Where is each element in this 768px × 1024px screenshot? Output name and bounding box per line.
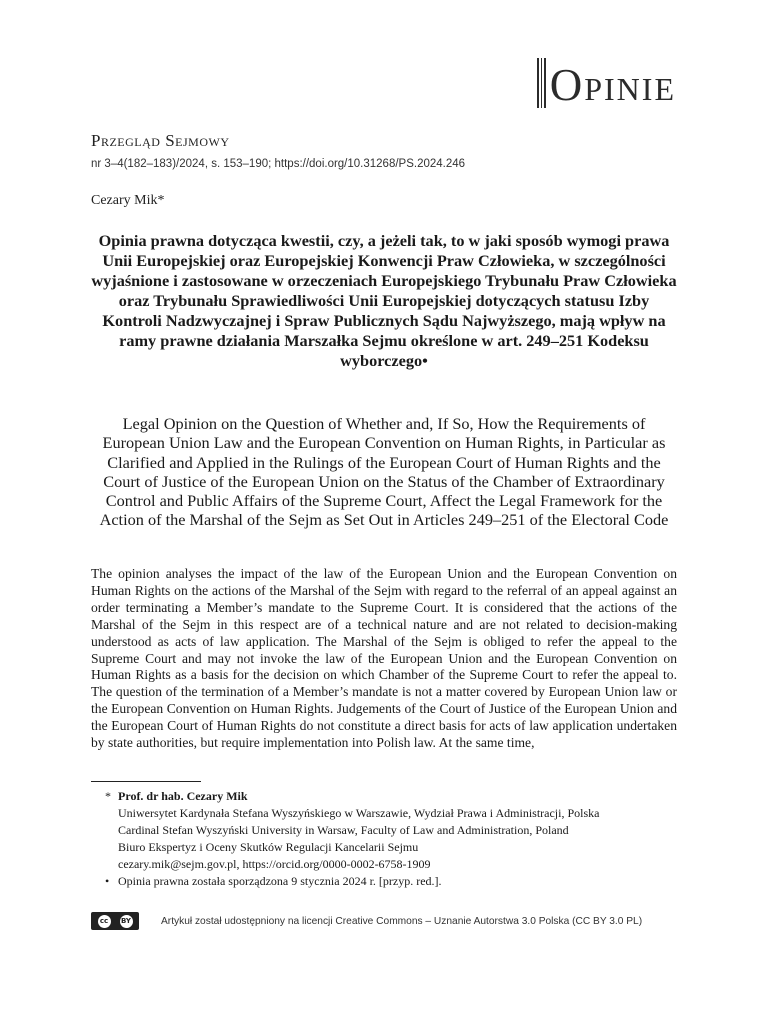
abstract-paragraph: The opinion analyses the impact of the law of the European Union and the European Convention on Human Rights on the actions of the Marshal of the Sejm with regard to the referral of an appeal against an order terminating a Member’s mandate to the Supreme Court. It is considered that the actions of the Marshal of the Sejm in this respect are of a technical nature and are not related to decision-making understood as acts of law application. The Marshal of the Sejm is obliged to refer the appeal to the Supreme Court and may not invoke the law of the European Union and the European Convention on Human Rights as a basis for the decision on which Chamber of the Supreme Court to refer the appeal to. The question of the termination of a Member’s mandate is not a matter covered by European Union law or the European Convention on Human Rights. Judgements of the Court of Justice of the European Union and the European Court of Human Rights do not constitute a direct basis for acts of law application undertaken by state authorities, but require implementation into Polish law. At the same time, [91, 566, 677, 751]
footnotes [91, 788, 677, 890]
cc-by-badge-icon[interactable] [91, 912, 139, 930]
footnote-contact[interactable]: cezary.mik@sejm.gov.pl, https://orcid.org/0000-0002-6758-1909 [118, 857, 431, 871]
footnote-mark-bullet: • [105, 874, 110, 888]
journal-name: Przegląd Sejmowy [91, 131, 230, 150]
author-name: Cezary Mik* [91, 193, 165, 208]
footnote-affiliation-pl: Uniwersytet Kardynała Stefana Wyszyńskiego w Warszawie, Wydział Prawa i Administracji, Polska [118, 806, 600, 820]
section-logo-text: Opinie [549, 60, 676, 110]
footnote-date [91, 873, 677, 890]
logo-bars-decoration [537, 58, 546, 108]
license-bar [91, 910, 677, 932]
citation-line: nr 3–4(182–183)/2024, s. 153–190; https://doi.org/10.31268/PS.2024.246 [91, 158, 466, 170]
cc-icon: cc [98, 915, 111, 928]
title-polish: Opinia prawna dotycząca kwestii, czy, a jeżeli tak, to w jaki sposób wymogi prawa Unii Europejskiej oraz Europejskiej Konwencji Praw Człowieka, w szczególności wyjaśnione i zastosowane w orzeczeniach Europejskiego Trybunału Praw Człowieka oraz Trybunału Sprawiedliwości Unii Europejskiej dotyczących statusu Izby Kontroli Nadzwyczajnej i Spraw Publicznych Sądu Najwyższego, mają wpływ na ramy prawne działania Marszałka Sejmu określone w art. 249–251 Kodeksu wyborczego• [91, 231, 677, 370]
title-english: Legal Opinion on the Question of Whether and, If So, How the Requirements of European Union Law and the European Convention on Human Rights, in Particular as Clarified and Applied in the Rulings of the European Court of Human Rights and the Court of Justice of the European Union on the Status of the Chamber of Extraordinary Control and Public Affairs of the Supreme Court, Affect the Legal Framework for the Action of the Marshal of the Sejm as Set Out in Articles 249–251 of the Electoral Code [99, 414, 669, 530]
footnote-mark-asterisk: * [105, 789, 111, 803]
footnote-divider [91, 781, 201, 782]
footnote-affiliation-bureau: Biuro Ekspertyz i Oceny Skutków Regulacji Kancelarii Sejmu [118, 840, 419, 854]
footnote-affiliation-en: Cardinal Stefan Wyszyński University in Warsaw, Faculty of Law and Administration, Poland [118, 823, 569, 837]
license-text: Artykuł został udostępniony na licencji Creative Commons – Uznanie Autorstwa 3.0 Polska (CC BY 3.0 PL) [161, 915, 643, 927]
footnote-author-name: Prof. dr hab. Cezary Mik [118, 789, 248, 803]
section-logo [537, 58, 676, 108]
footnote-author [91, 788, 677, 873]
footnote-date-text: Opinia prawna została sporządzona 9 stycznia 2024 r. [przyp. red.]. [118, 874, 442, 888]
by-icon: BY [120, 915, 133, 928]
